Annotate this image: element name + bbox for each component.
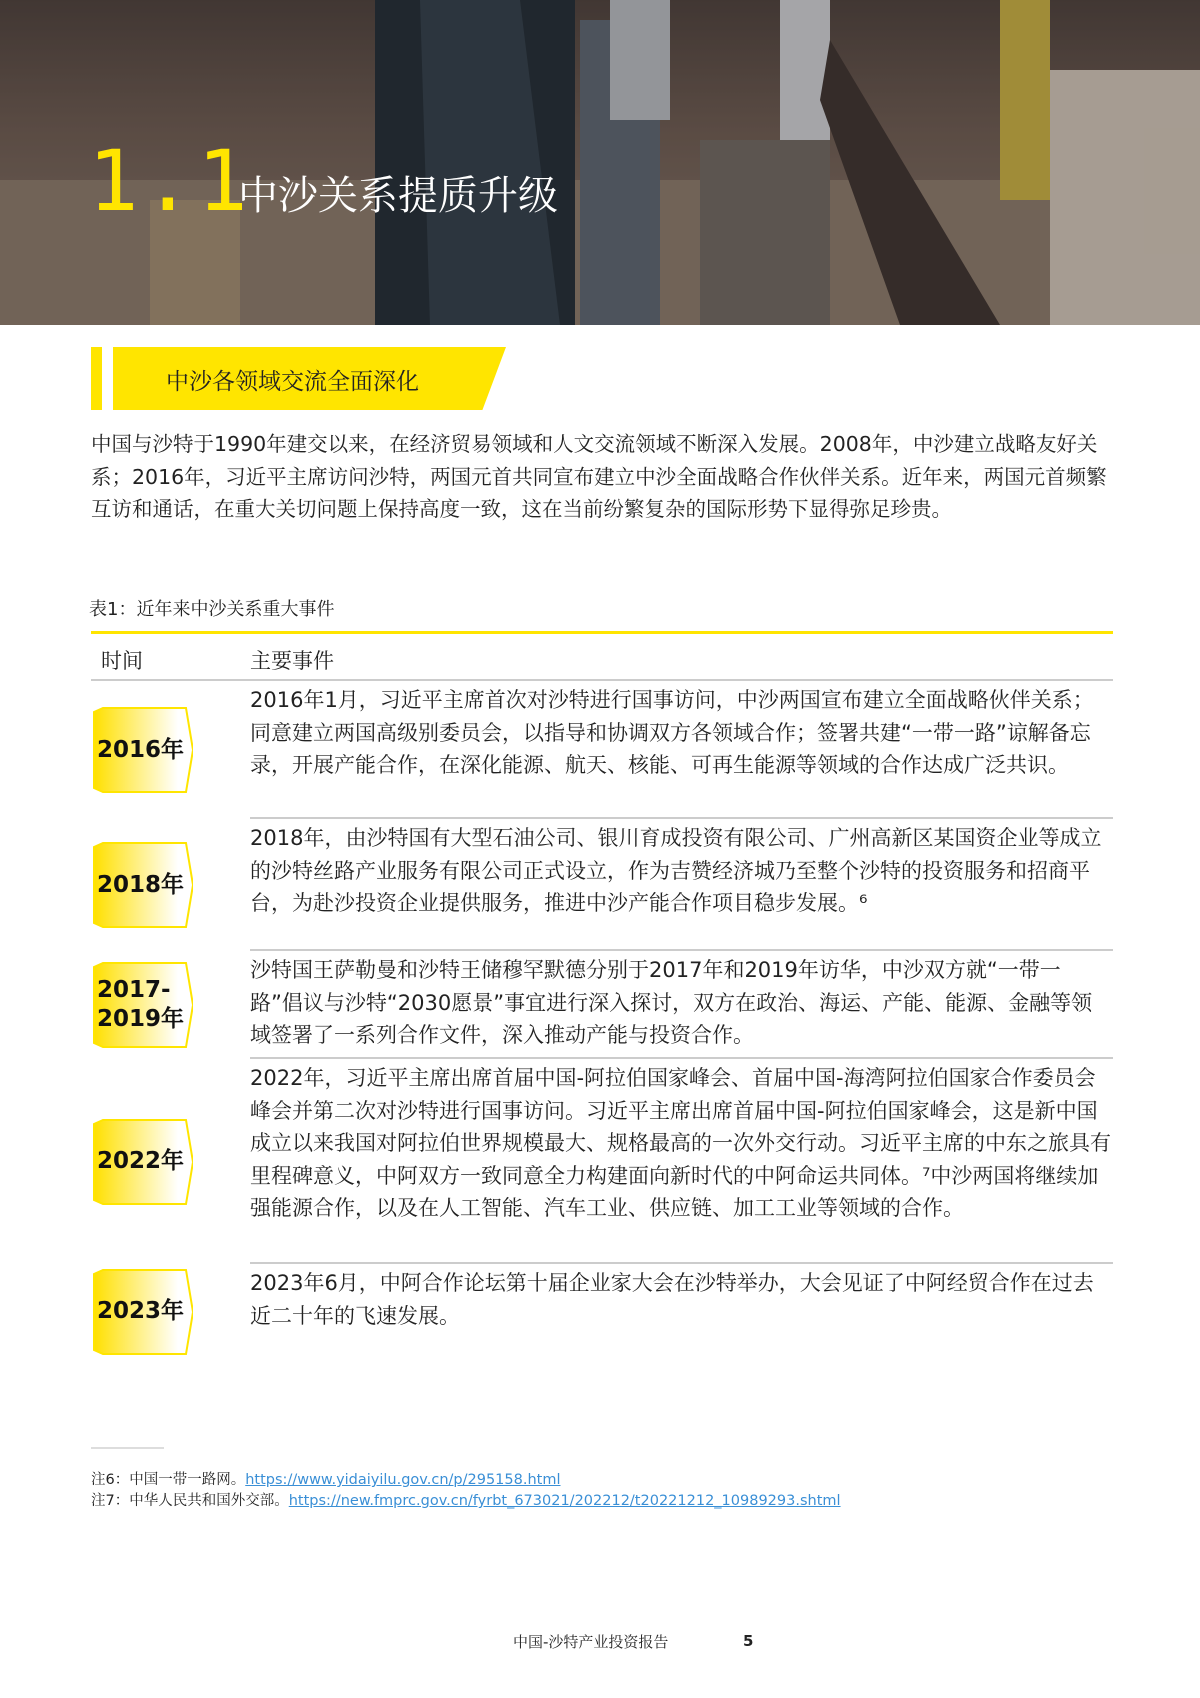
table-caption: 表1：近年来中沙关系重大事件 (89, 599, 335, 620)
footnote-6 (91, 1468, 561, 1489)
year-badge (91, 961, 193, 1049)
event-text: 2022年，习近平主席出席首届中国-阿拉伯国家峰会、首届中国-海湾阿拉伯国家合作委员会峰会并第二次对沙特进行国事访问。习近平主席出席首届中国-阿拉伯国家峰会，这是新中国成立以来我国对阿拉伯世界规模最大、规格最高的一次外交行动。习近平主席的中东之旅具有里程碑意义，中阿双方一致同意全力构建面向新时代的中阿命运共同体。⁷中沙两国将继续加强能源合作，以及在人工智能、汽车工业、供应链、加工工业等领域的合作。 (250, 1059, 1113, 1264)
header-time: 时间 (101, 649, 143, 673)
header-city-image (0, 0, 1200, 325)
year-label: 2018年 (97, 871, 185, 898)
table-row (91, 681, 1113, 819)
table-row (91, 819, 1113, 951)
intro-paragraph: 中国与沙特于1990年建交以来，在经济贸易领域和人文交流领域不断深入发展。2008年，中沙建立战略友好关系；2016年，习近平主席访问沙特，两国元首共同宣布建立中沙全面战略合作伙伴关系。近年来，两国元首频繁互访和通话，在重大关切问题上保持高度一致，这在当前纷繁复杂的国际形势下显得弥足珍贵。 (91, 432, 1107, 521)
year-badge (91, 1118, 193, 1206)
event-text: 2018年，由沙特国有大型石油公司、银川育成投资有限公司、广州高新区某国资企业等成立的沙特丝路产业服务有限公司正式设立，作为吉赞经济城乃至整个沙特的投资服务和招商平台，为赴沙投资企业提供服务，推进中沙产能合作项目稳步发展。⁶ (250, 819, 1113, 951)
footnote-link[interactable]: https://www.yidaiyilu.gov.cn/p/295158.html (245, 1472, 561, 1488)
year-badge (91, 706, 193, 794)
section-title: 中沙关系提质升级 (238, 173, 558, 219)
subsection-banner (91, 347, 506, 410)
table-header (91, 634, 1113, 681)
banner-accent-bar (91, 347, 102, 410)
footer-title: 中国-沙特产业投资报告 (513, 1633, 669, 1651)
subsection-title: 中沙各领域交流全面深化 (166, 369, 419, 395)
events-table (91, 631, 1113, 1359)
event-text: 2016年1月，习近平主席首次对沙特进行国事访问，中沙两国宣布建立全面战略伙伴关系；同意建立两国高级别委员会，以指导和协调双方各领域合作；签署共建“一带一路”谅解备忘录，开展产能合作，在深化能源、航天、核能、可再生能源等领域的合作达成广泛共识。 (250, 681, 1113, 819)
year-label: 2017-2019年 (97, 977, 185, 1032)
footnote-7 (91, 1489, 841, 1510)
table-row (91, 1059, 1113, 1264)
year-badge (91, 1268, 193, 1356)
table-row (91, 1264, 1113, 1359)
footnote-divider (91, 1447, 164, 1449)
event-text: 沙特国王萨勒曼和沙特王储穆罕默德分别于2017年和2019年访华，中沙双方就“一带一路”倡议与沙特“2030愿景”事宜进行深入探讨，双方在政治、海运、产能、能源、金融等领域签署了一系列合作文件，深入推动产能与投资合作。 (250, 951, 1113, 1059)
footnote-link[interactable]: https://new.fmprc.gov.cn/fyrbt_673021/202212/t20221212_10989293.shtml (288, 1493, 841, 1509)
event-text: 2023年6月，中阿合作论坛第十届企业家大会在沙特举办，大会见证了中阿经贸合作在过去近二十年的飞速发展。 (250, 1271, 1094, 1328)
year-badge (91, 841, 193, 929)
header-events: 主要事件 (250, 649, 334, 673)
footnote-label: 注7：中华人民共和国外交部。 (91, 1493, 289, 1509)
section-number: 1.1 (88, 132, 252, 230)
year-label: 2023年 (97, 1298, 185, 1324)
year-label: 2016年 (97, 736, 185, 763)
year-label: 2022年 (97, 1148, 185, 1174)
footnote-label: 注6：中国一带一路网。 (91, 1472, 246, 1488)
page-number: 5 (743, 1632, 754, 1650)
table-row (91, 951, 1113, 1059)
